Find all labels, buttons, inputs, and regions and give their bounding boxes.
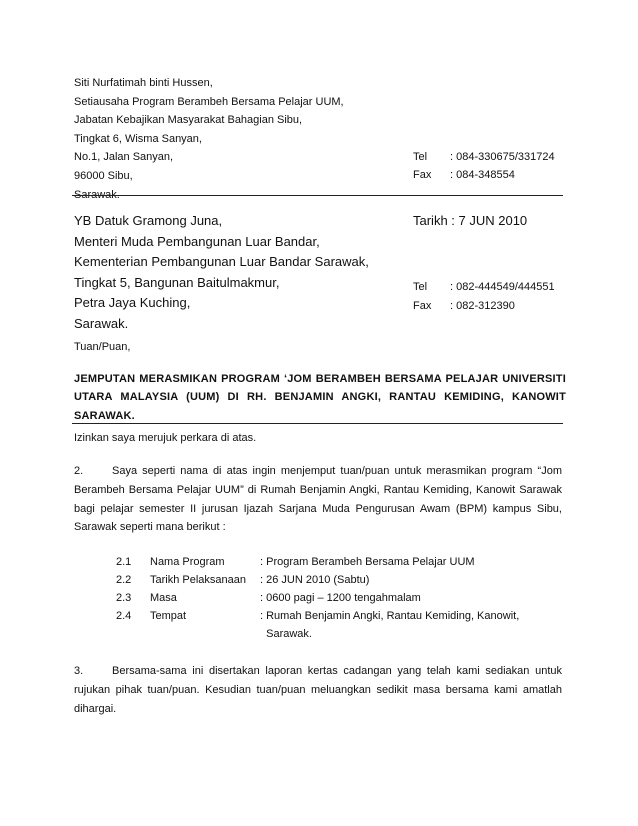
letter-subject: JEMPUTAN MERASMIKAN PROGRAM ‘JOM BERAMBEH BERSAMA PELAJAR UNIVERSITI UTARA MALAYSIA (UUM) DI RH. BENJAMIN ANGKI, RANTAU KEMIDING, KANOWIT SARAWAK. <box>74 373 566 422</box>
recipient-tel-label: Tel <box>413 281 428 293</box>
sender-fax-value: : 084-348554 <box>450 169 515 181</box>
sender-address <box>74 74 344 204</box>
detail-number: 2.4 <box>116 610 132 622</box>
recipient-address <box>74 211 369 335</box>
paragraph-1: Izinkan saya merujuk perkara di atas. <box>74 432 257 444</box>
paragraph-3 <box>74 662 562 718</box>
paragraph-number: 3. <box>74 665 84 677</box>
detail-label <box>150 625 260 643</box>
detail-value: : 0600 pagi – 1200 tengahmalam <box>260 592 421 604</box>
sender-line: 96000 Sibu, <box>74 169 133 182</box>
detail-row <box>116 589 560 607</box>
recipient-line: Sarawak. <box>74 315 129 331</box>
header-divider <box>72 195 563 196</box>
sender-line: Jabatan Kebajikan Masyarakat Bahagian Sibu, <box>74 114 303 127</box>
sender-line: Setiausaha Program Berambeh Bersama Pelajar UUM, <box>74 95 344 108</box>
recipient-fax-value: : 082-312390 <box>450 300 515 312</box>
detail-row <box>116 625 560 643</box>
subject-underline <box>72 423 563 424</box>
detail-row <box>116 607 560 625</box>
detail-value: : 26 JUN 2010 (Sabtu) <box>260 574 370 586</box>
detail-number <box>116 625 150 643</box>
recipient-fax-label: Fax <box>413 300 432 312</box>
sender-tel-label: Tel <box>413 151 428 163</box>
recipient-tel-value: : 082-444549/444551 <box>450 281 555 293</box>
sender-line: Siti Nurfatimah binti Hussen, <box>74 77 213 89</box>
detail-label: Masa <box>150 592 177 604</box>
detail-value: : Program Berambeh Bersama Pelajar UUM <box>260 556 475 568</box>
detail-value: : Rumah Benjamin Angki, Rantau Kemiding, Kanowit, <box>260 610 520 622</box>
recipient-fax <box>413 297 515 316</box>
detail-label: Tarikh Pelaksanaan <box>150 574 247 586</box>
paragraph-text: Bersama-sama ini disertakan laporan kertas cadangan yang telah kami sediakan untuk rujukan pihak tuan/puan. Kesudian tuan/puan meluangkan sedikit masa bersama kami amatlah dihargai. <box>74 665 562 715</box>
recipient-line: Tingkat 5, Bangunan Baitulmakmur, <box>74 274 280 290</box>
detail-row <box>116 553 560 571</box>
sender-line: Tingkat 6, Wisma Sanyan, <box>74 132 202 145</box>
program-details <box>116 553 560 643</box>
detail-label: Tempat <box>150 610 187 622</box>
recipient-line: Kementerian Pembangunan Luar Bandar Sarawak, <box>74 254 369 270</box>
detail-number: 2.3 <box>116 592 132 604</box>
sender-fax <box>413 166 515 185</box>
detail-value: Sarawak. <box>260 628 312 640</box>
detail-number: 2.2 <box>116 574 132 586</box>
recipient-line: YB Datuk Gramong Juna, <box>74 213 223 228</box>
letter-date: Tarikh : 7 JUN 2010 <box>413 213 528 228</box>
detail-label: Nama Program <box>150 556 225 568</box>
sender-line: Sarawak. <box>74 188 120 201</box>
sender-fax-label: Fax <box>413 169 432 181</box>
sender-line: No.1, Jalan Sanyan, <box>74 151 174 164</box>
detail-number: 2.1 <box>116 556 132 568</box>
recipient-line: Petra Jaya Kuching, <box>74 295 191 311</box>
recipient-line: Menteri Muda Pembangunan Luar Bandar, <box>74 233 320 249</box>
recipient-tel <box>413 278 555 297</box>
sender-tel <box>413 148 555 167</box>
paragraph-number: 2. <box>74 465 84 477</box>
sender-tel-value: : 084-330675/331724 <box>450 151 555 163</box>
salutation: Tuan/Puan, <box>74 341 131 353</box>
detail-row <box>116 571 560 589</box>
paragraph-2 <box>74 462 562 537</box>
paragraph-text: Saya seperti nama di atas ingin menjemput tuan/puan untuk merasmikan program “Jom Berambeh Bersama Pelajar UUM” di Rumah Benjamin Angki, Rantau Kemiding, Kanowit Sarawak bagi pelajar semester II jurusan Ijazah Sarjana Muda Pengurusan Awam (BPM) kampus Sibu, Sarawak seperti mana berikut : <box>74 465 562 534</box>
